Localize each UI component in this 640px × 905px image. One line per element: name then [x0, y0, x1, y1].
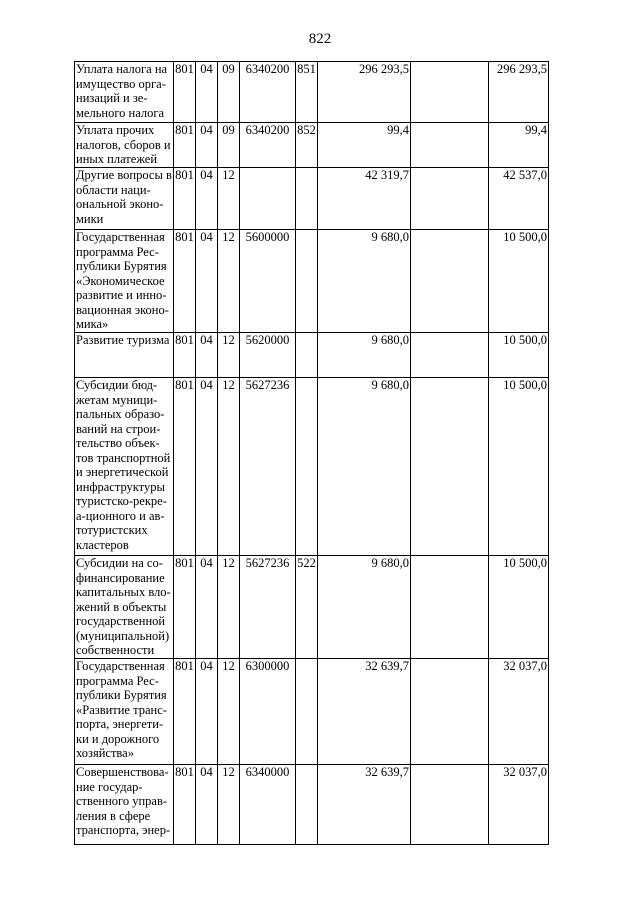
table-row	[75, 659, 549, 765]
item-name: Совершенствова-ние государ-ственного управ-ления в сфере транспорта, энер-	[75, 765, 174, 845]
code-subsection: 12	[218, 168, 240, 230]
budget-table	[74, 61, 549, 845]
code-section: 04	[196, 333, 218, 378]
code-expense-type	[296, 168, 318, 230]
amount-1: 9 680,0	[318, 556, 411, 659]
amount-1: 9 680,0	[318, 378, 411, 556]
amount-3: 99,4	[489, 123, 549, 168]
item-name: Государственная программа Рес-публики Бурятия «Развитие транс-порта, энергети-ки и дорожного хозяйства»	[75, 659, 174, 765]
code-target-article: 5627236	[240, 378, 296, 556]
code-expense-type	[296, 378, 318, 556]
amount-1: 32 639,7	[318, 659, 411, 765]
amount-2	[411, 765, 489, 845]
amount-1: 99,4	[318, 123, 411, 168]
item-name: Субсидии на со-финансирование капитальных вло-жений в объекты государственной (муниципальной) собственности	[75, 556, 174, 659]
amount-3: 10 500,0	[489, 556, 549, 659]
code-subsection: 12	[218, 378, 240, 556]
code-ministry: 801	[174, 230, 196, 333]
code-target-article: 6340200	[240, 62, 296, 123]
item-name: Развитие туризма	[75, 333, 174, 378]
code-section: 04	[196, 123, 218, 168]
code-subsection: 12	[218, 230, 240, 333]
code-section: 04	[196, 168, 218, 230]
amount-3: 296 293,5	[489, 62, 549, 123]
amount-2	[411, 230, 489, 333]
page-number: 822	[308, 31, 332, 47]
code-section: 04	[196, 230, 218, 333]
amount-1: 9 680,0	[318, 333, 411, 378]
code-expense-type	[296, 333, 318, 378]
amount-1: 32 639,7	[318, 765, 411, 845]
code-ministry: 801	[174, 123, 196, 168]
amount-3: 10 500,0	[489, 333, 549, 378]
amount-1: 296 293,5	[318, 62, 411, 123]
code-subsection: 09	[218, 123, 240, 168]
table-row	[75, 333, 549, 378]
code-subsection: 12	[218, 556, 240, 659]
code-ministry: 801	[174, 659, 196, 765]
amount-1: 42 319,7	[318, 168, 411, 230]
code-section: 04	[196, 659, 218, 765]
amount-2	[411, 556, 489, 659]
code-section: 04	[196, 556, 218, 659]
code-ministry: 801	[174, 378, 196, 556]
code-section: 04	[196, 765, 218, 845]
code-ministry: 801	[174, 765, 196, 845]
table-row	[75, 556, 549, 659]
item-name: Государственная программа Рес-публики Бурятия «Экономическое развитие и инно-вационная эконо-мика»	[75, 230, 174, 333]
amount-2	[411, 168, 489, 230]
code-ministry: 801	[174, 556, 196, 659]
item-name: Уплата налога на имущество орга-низаций и зе-мельного налога	[75, 62, 174, 123]
code-ministry: 801	[174, 168, 196, 230]
table-row	[75, 765, 549, 845]
amount-3: 10 500,0	[489, 378, 549, 556]
code-ministry: 801	[174, 333, 196, 378]
code-section: 04	[196, 62, 218, 123]
code-expense-type	[296, 765, 318, 845]
item-name: Другие вопросы в области наци-ональной эконо-мики	[75, 168, 174, 230]
amount-3: 32 037,0	[489, 765, 549, 845]
code-subsection: 09	[218, 62, 240, 123]
amount-3: 32 037,0	[489, 659, 549, 765]
amount-3: 10 500,0	[489, 230, 549, 333]
code-expense-type: 522	[296, 556, 318, 659]
item-name: Уплата прочих налогов, сборов и иных платежей	[75, 123, 174, 168]
code-section: 04	[196, 378, 218, 556]
amount-2	[411, 123, 489, 168]
code-subsection: 12	[218, 659, 240, 765]
table-row	[75, 62, 549, 123]
table-row	[75, 378, 549, 556]
table-row	[75, 123, 549, 168]
amount-2	[411, 333, 489, 378]
code-target-article: 5600000	[240, 230, 296, 333]
code-target-article: 6340000	[240, 765, 296, 845]
amount-3: 42 537,0	[489, 168, 549, 230]
item-name: Субсидии бюд-жетам муници-пальных образо-ваний на строи-тельство объек-тов транспортной и энергетической инфраструктуры туристско-рекре-а-ционного и ав-тотуристских кластеров	[75, 378, 174, 556]
code-target-article: 5627236	[240, 556, 296, 659]
code-target-article: 5620000	[240, 333, 296, 378]
table-row	[75, 168, 549, 230]
code-subsection: 12	[218, 333, 240, 378]
code-target-article: 6340200	[240, 123, 296, 168]
code-target-article: 6300000	[240, 659, 296, 765]
amount-2	[411, 62, 489, 123]
code-ministry: 801	[174, 62, 196, 123]
amount-2	[411, 378, 489, 556]
code-expense-type: 852	[296, 123, 318, 168]
code-expense-type	[296, 230, 318, 333]
code-expense-type	[296, 659, 318, 765]
table-row	[75, 230, 549, 333]
amount-2	[411, 659, 489, 765]
code-subsection: 12	[218, 765, 240, 845]
amount-1: 9 680,0	[318, 230, 411, 333]
code-expense-type: 851	[296, 62, 318, 123]
code-target-article	[240, 168, 296, 230]
